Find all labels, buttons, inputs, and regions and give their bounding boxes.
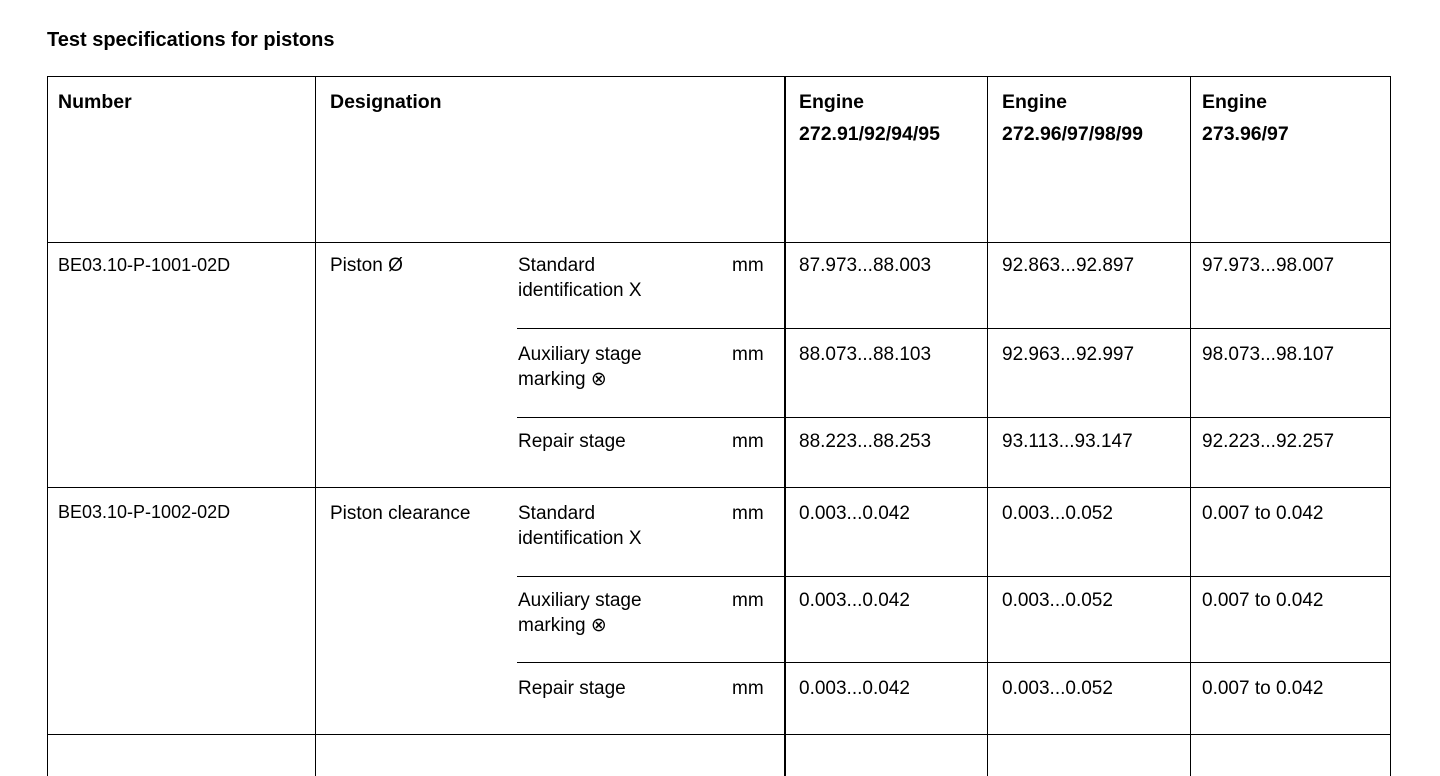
column-divider-thick [784, 76, 786, 776]
header-engine-2-label: Engine [1002, 91, 1068, 113]
page-title: Test specifications for pistons [47, 29, 335, 51]
header-engine-2 [1002, 86, 1143, 150]
header-engine-3-label: Engine [1202, 91, 1268, 113]
unit: mm [732, 678, 764, 699]
value-engine-1: 88.223...88.253 [799, 431, 932, 452]
table-bottom-rule [47, 734, 1391, 735]
group-1-number: BE03.10-P-1001-02D [58, 255, 231, 275]
value-engine-3: 0.007 to 0.042 [1202, 590, 1324, 611]
value-engine-1: 87.973...88.003 [799, 255, 932, 276]
value-engine-2: 0.003...0.052 [1002, 503, 1113, 524]
header-engine-1 [799, 86, 940, 150]
value-engine-3: 92.223...92.257 [1202, 431, 1335, 452]
value-engine-2: 93.113...93.147 [1002, 431, 1133, 452]
unit: mm [732, 503, 764, 524]
value-engine-2: 92.863...92.897 [1002, 255, 1135, 276]
unit: mm [732, 344, 764, 365]
unit: mm [732, 431, 764, 452]
value-engine-1: 0.003...0.042 [799, 503, 910, 524]
value-engine-2: 92.963...92.997 [1002, 344, 1135, 365]
table-row-sublabel [518, 501, 642, 551]
column-divider [315, 76, 316, 776]
header-designation: Designation [330, 91, 442, 113]
header-bottom-rule [47, 242, 1391, 243]
table-row-sublabel [518, 342, 642, 392]
value-engine-1: 0.003...0.042 [799, 678, 910, 699]
table-row-sublabel [518, 588, 642, 638]
sublabel-line1: Standard [518, 255, 596, 276]
table-border-right [1390, 76, 1391, 776]
header-engine-3-model: 273.96/97 [1202, 123, 1289, 145]
table-row-sublabel [518, 253, 642, 303]
value-engine-3: 97.973...98.007 [1202, 255, 1335, 276]
sublabel-line1: Standard [518, 503, 596, 524]
value-engine-2: 0.003...0.052 [1002, 590, 1113, 611]
header-engine-1-model: 272.91/92/94/95 [799, 123, 940, 145]
header-engine-1-label: Engine [799, 91, 865, 113]
sublabel-line2: identification X [518, 280, 642, 301]
group-2-number: BE03.10-P-1002-02D [58, 502, 231, 522]
unit: mm [732, 255, 764, 276]
table-row-sublabel: Repair stage [518, 678, 626, 699]
sublabel-line2: marking ⊗ [518, 615, 607, 636]
group-2-designation: Piston clearance [330, 503, 471, 524]
group-rule [47, 487, 1391, 488]
table-row-sublabel: Repair stage [518, 431, 626, 452]
header-engine-3 [1202, 86, 1289, 150]
unit: mm [732, 590, 764, 611]
value-engine-1: 0.003...0.042 [799, 590, 910, 611]
value-engine-3: 98.073...98.107 [1202, 344, 1335, 365]
subrow-rule [517, 328, 1391, 329]
subrow-rule [517, 417, 1391, 418]
value-engine-3: 0.007 to 0.042 [1202, 503, 1324, 524]
sublabel-line1: Auxiliary stage [518, 590, 642, 611]
sublabel-line2: marking ⊗ [518, 369, 607, 390]
value-engine-1: 88.073...88.103 [799, 344, 932, 365]
table-border-left [47, 76, 48, 776]
subrow-rule [517, 662, 1391, 663]
sublabel-line1: Auxiliary stage [518, 344, 642, 365]
header-number: Number [58, 91, 132, 113]
group-1-designation: Piston Ø [330, 255, 403, 276]
value-engine-2: 0.003...0.052 [1002, 678, 1113, 699]
column-divider [1190, 76, 1191, 776]
sublabel-line2: identification X [518, 528, 642, 549]
header-engine-2-model: 272.96/97/98/99 [1002, 123, 1143, 145]
value-engine-3: 0.007 to 0.042 [1202, 678, 1324, 699]
column-divider [987, 76, 988, 776]
piston-spec-table [47, 76, 1391, 776]
subrow-rule [517, 576, 1391, 577]
